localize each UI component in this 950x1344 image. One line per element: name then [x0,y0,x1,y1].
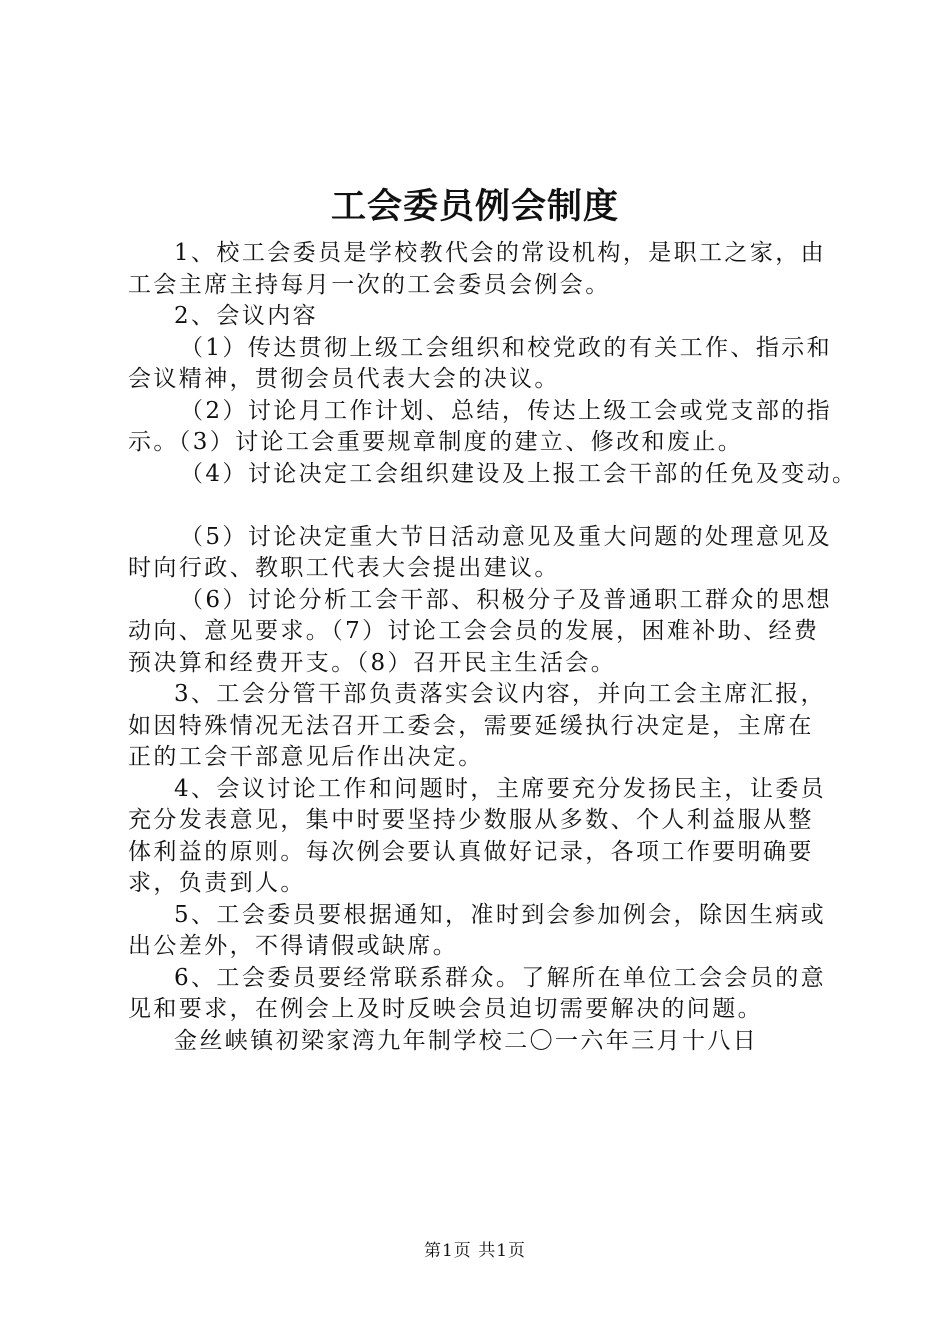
paragraph-2-item-1: （1）传达贯彻上级工会组织和校党政的有关工作、指示和会议精神，贯彻会员代表大会的决议。 [128,334,833,392]
paragraph-1: 1、校工会委员是学校教代会的常设机构，是职工之家，由工会主席主持每月一次的工会委员会例会。 [128,240,827,298]
document-title: 工会委员例会制度 [330,186,619,227]
page-number-footer: 第1页 共1页 [423,1241,527,1261]
paragraph-2-item-4: （4）讨论决定工会组织建设及上报工会干部的任免及变动。 [180,460,858,487]
paragraph-2: 2、会议内容 [174,303,319,329]
paragraph-4: 4、会议讨论工作和问题时，主席要充分发扬民主，让委员充分发表意见，集中时要坚持少数服从多数、个人利益服从整体利益的原则。每次例会要认真做好记录，各项工作要明确要求，负责到人。 [128,775,827,896]
paragraph-5: 5、工会委员要根据通知，准时到会参加例会，除因生病或出公差外，不得请假或缺席。 [128,901,827,959]
paragraph-2-item-6: （6）讨论分析工会干部、积极分子及普通职工群众的思想动向、意见要求。（7）讨论工会会员的发展，困难补助、经费预决算和经费开支。（8）召开民主生活会。 [128,586,833,676]
paragraph-2-item-2: （2）讨论月工作计划、总结，传达上级工会或党支部的指示。（3）讨论工会重要规章制度的建立、修改和废止。 [128,397,833,455]
paragraph-6: 6、工会委员要经常联系群众。了解所在单位工会会员的意见和要求，在例会上及时反映会员迫切需要解决的问题。 [128,964,827,1022]
blank-line [128,490,838,522]
paragraph-2-item-5: （5）讨论决定重大节日活动意见及重大问题的处理意见及时向行政、教职工代表大会提出建议。 [128,523,833,581]
document-body [128,238,858,1057]
signature-date-line: 金丝峡镇初梁家湾九年制学校二〇一六年三月十八日 [174,1027,759,1054]
paragraph-3: 3、工会分管干部负责落实会议内容，并向工会主席汇报，如因特殊情况无法召开工委会，需要延缓执行决定是，主席在正的工会干部意见后作出决定。 [128,681,827,770]
